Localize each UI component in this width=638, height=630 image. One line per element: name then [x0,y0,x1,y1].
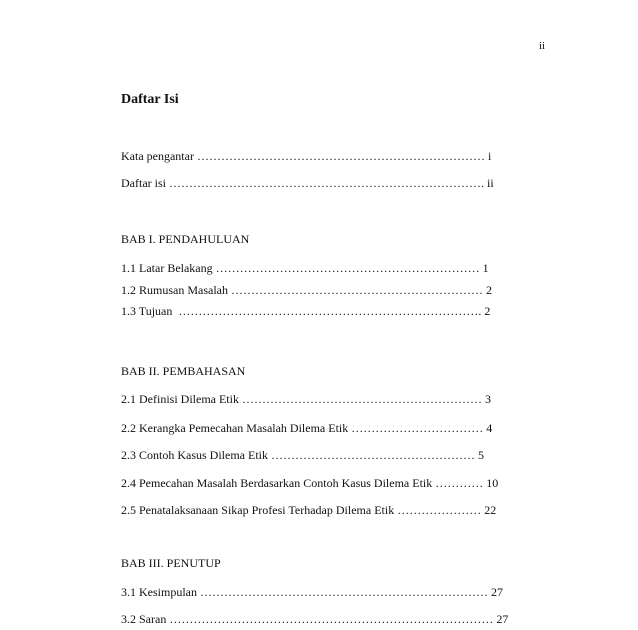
toc-entry-kata-pengantar: Kata pengantar ……………………………………………………………… i [121,149,492,163]
toc-entry-2-5: 2.5 Penatalaksanaan Sikap Profesi Terhadap Dilema Etik ………………… 22 [121,503,497,517]
page-number: ii [539,40,546,52]
toc-entry-1-1: 1.1 Latar Belakang ………………………………………………………… 1 [121,261,489,275]
section-heading-bab1: BAB I. PENDAHULUAN [121,232,250,246]
toc-entry-1-3: 1.3 Tujuan …………………………………………………………………. 2 [121,304,491,318]
toc-entry-2-2: 2.2 Kerangka Pemecahan Masalah Dilema Etik …………………………… 4 [121,421,493,435]
toc-entry-2-4: 2.4 Pemecahan Masalah Berdasarkan Contoh Kasus Dilema Etik ………… 10 [121,476,499,490]
toc-entry-2-1: 2.1 Definisi Dilema Etik …………………………………………………… 3 [121,392,491,406]
toc-entry-3-2: 3.2 Saran ……………………………………………………………………… 27 [121,612,509,626]
section-heading-bab2: BAB II. PEMBAHASAN [121,364,246,378]
page-title: Daftar Isi [121,92,179,107]
toc-entry-3-1: 3.1 Kesimpulan ……………………………………………………………… 27 [121,585,503,599]
toc-entry-daftar-isi: Daftar isi ……………………………………………………………………. ii [121,176,494,190]
toc-entry-2-3: 2.3 Contoh Kasus Dilema Etik …………………………………………… 5 [121,448,484,462]
section-heading-bab3: BAB III. PENUTUP [121,556,221,570]
toc-entry-1-2: 1.2 Rumusan Masalah ……………………………………………………… 2 [121,283,492,297]
